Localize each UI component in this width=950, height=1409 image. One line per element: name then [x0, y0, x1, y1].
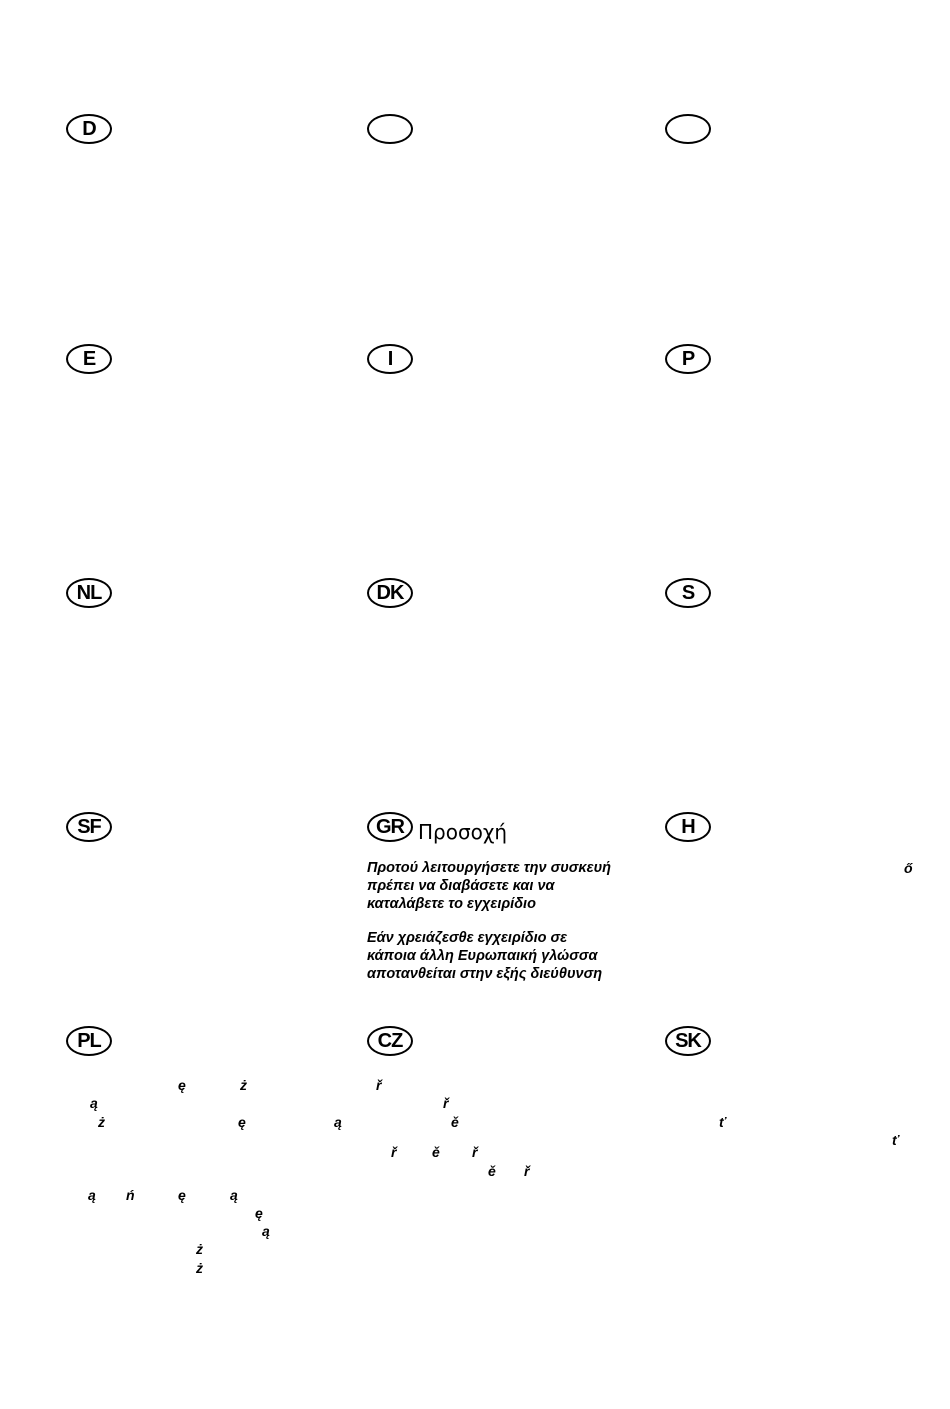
- pl-glyph: ń: [126, 1187, 135, 1203]
- badge-s: S: [665, 578, 711, 608]
- pl-glyph: ą: [88, 1187, 96, 1203]
- badge-sk: SK: [665, 1026, 711, 1056]
- pl-glyph: ą: [90, 1095, 98, 1111]
- gr-paragraph-1: [367, 859, 611, 913]
- badge-d: D: [66, 114, 112, 144]
- badge-sf: SF: [66, 812, 112, 842]
- badge-gr: GR: [367, 812, 413, 842]
- gr-paragraph-1-line-1: Προτού λειτουργήσετε την συσκευή: [367, 860, 611, 876]
- badge-i: I: [367, 344, 413, 374]
- pl-glyph: ą: [262, 1223, 270, 1239]
- gr-paragraph-1-line-3: καταλάβετε το εγχειρίδιο: [367, 896, 536, 912]
- badge-blank-1: [367, 114, 413, 144]
- cz-glyph: ě: [451, 1114, 459, 1130]
- h-glyph: ő: [904, 860, 913, 876]
- badge-nl: NL: [66, 578, 112, 608]
- pl-glyph: ż: [196, 1260, 203, 1276]
- gr-paragraph-2-line-1: Εάν χρειάζεσθε εγχειρίδιο σε: [367, 930, 568, 946]
- cz-glyph: ř: [376, 1077, 382, 1093]
- cz-glyph: ř: [443, 1095, 449, 1111]
- gr-paragraph-1-line-2: πρέπει να διαβάσετε και να: [367, 878, 555, 894]
- pl-glyph: ż: [98, 1114, 105, 1130]
- cz-glyph: ě: [488, 1163, 496, 1179]
- cz-glyph: ř: [391, 1144, 397, 1160]
- badge-p: P: [665, 344, 711, 374]
- badge-cz: CZ: [367, 1026, 413, 1056]
- gr-paragraph-2-line-2: κάποια άλλη Ευρωπαική γλώσσα: [367, 948, 598, 964]
- pl-glyph: ż: [196, 1241, 203, 1257]
- badge-h: H: [665, 812, 711, 842]
- pl-glyph: ę: [178, 1187, 186, 1203]
- badge-dk: DK: [367, 578, 413, 608]
- sk-glyph: ť: [892, 1132, 899, 1148]
- gr-title: Προσοχή: [418, 820, 508, 844]
- gr-paragraph-2-line-3: αποτανθείται στην εξής διεύθυνση: [367, 966, 603, 982]
- cz-glyph: ě: [432, 1144, 440, 1160]
- pl-glyph: ą: [334, 1114, 342, 1130]
- pl-glyph: ą: [230, 1187, 238, 1203]
- gr-paragraph-2: [367, 929, 602, 983]
- cz-glyph: ř: [472, 1144, 478, 1160]
- sk-glyph: ť: [719, 1114, 726, 1130]
- pl-glyph: ż: [240, 1077, 247, 1093]
- badge-blank-2: [665, 114, 711, 144]
- pl-glyph: ę: [255, 1205, 263, 1221]
- badge-pl: PL: [66, 1026, 112, 1056]
- badge-e: E: [66, 344, 112, 374]
- pl-glyph: ę: [238, 1114, 246, 1130]
- cz-glyph: ř: [524, 1163, 530, 1179]
- pl-glyph: ę: [178, 1077, 186, 1093]
